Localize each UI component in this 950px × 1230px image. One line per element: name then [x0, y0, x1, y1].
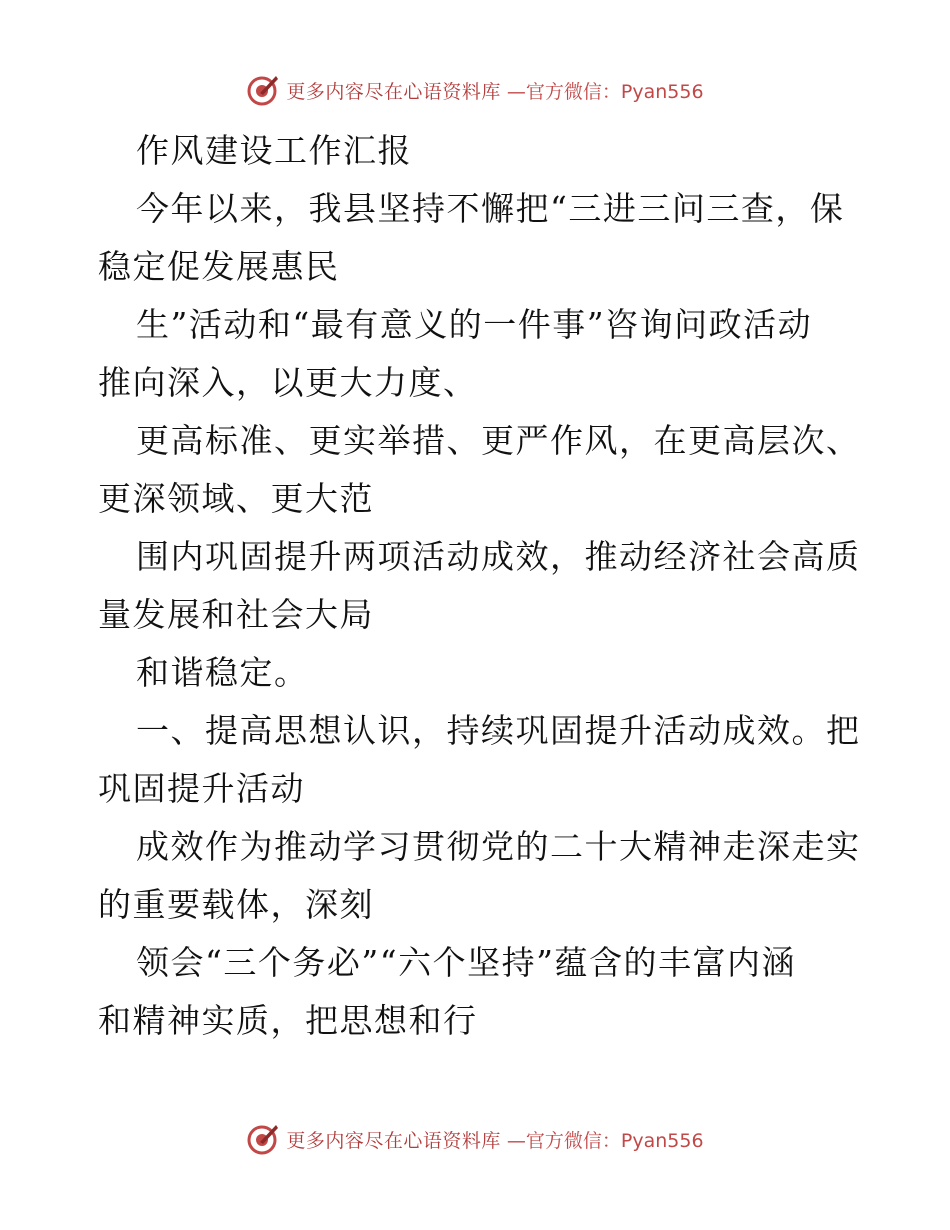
- paragraph-8: 领会“三个务必”“六个坚持”蕴含的丰富内涵 和精神实质，把思想和行: [98, 943, 796, 1040]
- document-body: [98, 122, 861, 1050]
- quill-logo-icon: [246, 73, 280, 107]
- paragraph-7: 成效作为推动学习贯彻党的二十大精神走深走实 的重要载体，深刻: [98, 827, 861, 924]
- header-banner: [0, 70, 950, 110]
- paragraph-4: 围内巩固提升两项活动成效，推动经济社会高质 量发展和社会大局: [98, 537, 861, 634]
- paragraph-2: 生”活动和“最有意义的一件事”咨询问政活动 推向深入，以更大力度、: [98, 305, 813, 402]
- paragraph-6: 一、提高思想认识，持续巩固提升活动成效。把 巩固提升活动: [98, 711, 861, 808]
- header-contact-text: —官方微信：Pyan556: [506, 80, 704, 103]
- paragraph-3: 更高标准、更实举措、更严作风，在更高层次、 更深领域、更大范: [98, 421, 861, 518]
- footer-brand-text: 更多内容尽在心语资料库: [286, 1129, 501, 1152]
- footer-contact-text: —官方微信：Pyan556: [506, 1129, 704, 1152]
- paragraph-1: 今年以来，我县坚持不懈把“三进三问三查，保 稳定促发展惠民: [98, 189, 845, 286]
- paragraph-5: 和谐稳定。: [136, 653, 309, 692]
- header-brand-text: 更多内容尽在心语资料库: [286, 80, 501, 103]
- footer-banner: [0, 1119, 950, 1159]
- document-title: 作风建设工作汇报: [136, 131, 412, 170]
- quill-logo-icon: [246, 1122, 280, 1156]
